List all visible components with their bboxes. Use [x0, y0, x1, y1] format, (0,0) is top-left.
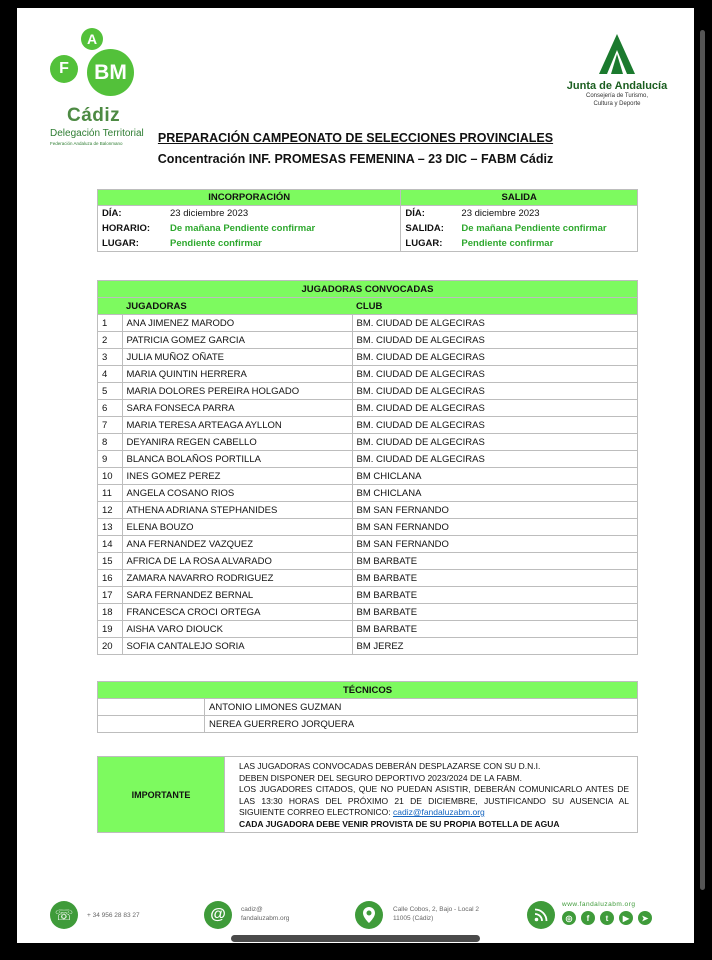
table-row	[98, 638, 638, 655]
important-notice	[97, 756, 638, 833]
junta-name: Junta de Andalucía	[566, 80, 668, 92]
logo-letters-bm: BM	[87, 49, 134, 96]
players-col-name: JUGADORAS	[122, 298, 352, 315]
table-row	[98, 332, 638, 349]
player-number: 11	[98, 485, 123, 502]
phone-icon: ☏	[50, 901, 78, 929]
player-number: 12	[98, 502, 123, 519]
player-name: ZAMARA NAVARRO RODRIGUEZ	[122, 570, 352, 587]
sal-dia-value: 23 diciembre 2023	[457, 206, 637, 222]
player-number: 9	[98, 451, 123, 468]
player-name: SOFIA CANTALEJO SORIA	[122, 638, 352, 655]
player-club: BM. CIUDAD DE ALGECIRAS	[352, 383, 638, 400]
instagram-icon[interactable]: ◎	[562, 911, 576, 925]
player-number: 2	[98, 332, 123, 349]
footer-email-1[interactable]: cadiz@	[241, 906, 263, 913]
player-name: MARIA TERESA ARTEAGA AYLLON	[122, 417, 352, 434]
player-name: AFRICA DE LA ROSA ALVARADO	[122, 553, 352, 570]
player-club: BM. CIUDAD DE ALGECIRAS	[352, 417, 638, 434]
junta-logo	[547, 32, 687, 122]
twitter-icon[interactable]: t	[600, 911, 614, 925]
players-col-club: CLUB	[352, 298, 638, 315]
junta-emblem-icon	[597, 32, 637, 76]
footer-phone[interactable]: + 34 956 28 83 27	[87, 912, 140, 919]
player-number: 8	[98, 434, 123, 451]
footer-address-1: Calle Cobos, 2, Bajo - Local 2	[393, 906, 479, 913]
fabm-logo	[47, 22, 147, 147]
player-number: 1	[98, 315, 123, 332]
table-row	[98, 621, 638, 638]
table-row	[98, 536, 638, 553]
player-number: 17	[98, 587, 123, 604]
player-club: BM CHICLANA	[352, 485, 638, 502]
table-row	[98, 604, 638, 621]
player-number: 14	[98, 536, 123, 553]
table-row	[98, 417, 638, 434]
table-row	[98, 366, 638, 383]
logo-delegation: Delegación Territorial	[50, 128, 144, 139]
player-name: ATHENA ADRIANA STEPHANIDES	[122, 502, 352, 519]
location-pin-icon	[355, 901, 383, 929]
player-name: BLANCA BOLAÑOS PORTILLA	[122, 451, 352, 468]
rss-icon[interactable]	[527, 901, 555, 929]
important-line4: CADA JUGADORA DEBE VENIR PROVISTA DE SU PROPIA BOTELLA DE AGUA	[239, 818, 560, 829]
table-row	[98, 587, 638, 604]
player-club: BM CHICLANA	[352, 468, 638, 485]
logo-letter-a: A	[81, 28, 103, 50]
player-number: 5	[98, 383, 123, 400]
inc-lugar-value: Pendiente confirmar	[166, 236, 401, 252]
players-heading: JUGADORAS CONVOCADAS	[98, 281, 638, 298]
player-number: 20	[98, 638, 123, 655]
table-row	[98, 502, 638, 519]
schedule-table	[97, 189, 638, 252]
home-indicator[interactable]	[231, 935, 480, 942]
table-row	[98, 553, 638, 570]
player-name: MARIA DOLORES PEREIRA HOLGADO	[122, 383, 352, 400]
player-number: 13	[98, 519, 123, 536]
player-number: 18	[98, 604, 123, 621]
table-row	[98, 451, 638, 468]
player-name: PATRICIA GOMEZ GARCIA	[122, 332, 352, 349]
players-body	[98, 315, 638, 655]
table-row	[98, 383, 638, 400]
logo-letter-f: F	[50, 55, 78, 83]
player-name: JULIA MUÑOZ OÑATE	[122, 349, 352, 366]
youtube-icon[interactable]: ▶	[619, 911, 633, 925]
junta-dept-line2: Cultura y Deporte	[593, 101, 641, 107]
technicians-table	[97, 681, 638, 733]
technician-1: ANTONIO LIMONES GUZMAN	[205, 699, 638, 716]
sal-salida-value: De mañana Pendiente confirmar	[457, 221, 637, 236]
inc-horario-value: De mañana Pendiente confirmar	[166, 221, 401, 236]
footer-email-2[interactable]: fandaluzabm.org	[241, 915, 290, 922]
table-row	[98, 519, 638, 536]
footer-address-2: 11005 (Cádiz)	[393, 915, 434, 922]
footer-website[interactable]: www.fandaluzabm.org	[562, 901, 636, 908]
player-club: BM. CIUDAD DE ALGECIRAS	[352, 451, 638, 468]
facebook-icon[interactable]: f	[581, 911, 595, 925]
player-club: BM. CIUDAD DE ALGECIRAS	[352, 434, 638, 451]
player-number: 16	[98, 570, 123, 587]
players-table	[97, 280, 638, 655]
important-text	[225, 757, 638, 833]
player-club: BM SAN FERNANDO	[352, 519, 638, 536]
player-name: SARA FERNANDEZ BERNAL	[122, 587, 352, 604]
player-name: ELENA BOUZO	[122, 519, 352, 536]
junta-dept-line1: Consejería de Turismo,	[585, 93, 649, 99]
technician-2: NEREA GUERRERO JORQUERA	[205, 716, 638, 733]
sal-lugar-label: LUGAR:	[401, 236, 458, 252]
player-club: BM SAN FERNANDO	[352, 502, 638, 519]
player-name: DEYANIRA REGEN CABELLO	[122, 434, 352, 451]
player-number: 4	[98, 366, 123, 383]
player-club: BM. CIUDAD DE ALGECIRAS	[352, 349, 638, 366]
sal-lugar-value: Pendiente confirmar	[457, 236, 637, 252]
technicians-heading: TÉCNICOS	[98, 682, 638, 699]
at-sign-icon: @	[204, 901, 232, 929]
player-name: FRANCESCA CROCI ORTEGA	[122, 604, 352, 621]
table-row	[98, 468, 638, 485]
document-subtitle: Concentración INF. PROMESAS FEMENINA – 23 DIC – FABM Cádiz	[157, 152, 554, 166]
player-club: BM BARBATE	[352, 604, 638, 621]
tech-blank-2	[98, 716, 205, 733]
player-club: BM BARBATE	[352, 553, 638, 570]
inc-lugar-label: LUGAR:	[98, 236, 167, 252]
player-name: MARIA QUINTIN HERRERA	[122, 366, 352, 383]
player-club: BM BARBATE	[352, 621, 638, 638]
player-name: INES GOMEZ PEREZ	[122, 468, 352, 485]
salida-heading: SALIDA	[401, 190, 638, 206]
player-club: BM. CIUDAD DE ALGECIRAS	[352, 315, 638, 332]
important-line1: LAS JUGADORAS CONVOCADAS DEBERÁN DESPLAZARSE CON SU D.N.I.	[239, 761, 541, 771]
player-number: 3	[98, 349, 123, 366]
inc-dia-label: DÍA:	[98, 206, 167, 222]
sal-salida-label: SALIDA:	[405, 223, 444, 234]
important-label: IMPORTANTE	[98, 757, 225, 833]
telegram-icon[interactable]: ➤	[638, 911, 652, 925]
table-row	[98, 349, 638, 366]
player-number: 6	[98, 400, 123, 417]
player-name: ANA JIMENEZ MARODO	[122, 315, 352, 332]
tech-blank-1	[98, 699, 205, 716]
table-row	[98, 400, 638, 417]
table-row	[98, 434, 638, 451]
player-club: BM. CIUDAD DE ALGECIRAS	[352, 400, 638, 417]
players-num-header	[98, 298, 123, 315]
player-club: BM. CIUDAD DE ALGECIRAS	[352, 332, 638, 349]
table-row	[98, 315, 638, 332]
player-club: BM BARBATE	[352, 570, 638, 587]
logo-city: Cádiz	[67, 105, 121, 126]
incorporacion-heading: INCORPORACIÓN	[98, 190, 401, 206]
important-line3: LOS JUGADORES CITADOS, QUE NO PUEDAN ASISTIR, DEBERÁN COMUNICARLO ANTES DE LAS 13:30 HORAS DEL PRÓXIMO 21 DE DICIEMBRE, JUSTIFICANDO SU AUSENCIA AL SIGUIENTE CORREO ELECTRONICO:	[239, 784, 629, 817]
document-title: PREPARACIÓN CAMPEONATO DE SELECCIONES PROVINCIALES	[157, 131, 554, 145]
player-club: BM SAN FERNANDO	[352, 536, 638, 553]
player-name: SARA FONSECA PARRA	[122, 400, 352, 417]
player-number: 7	[98, 417, 123, 434]
important-email-link[interactable]: cadiz@fandaluzabm.org	[392, 807, 485, 817]
player-name: AISHA VARO DIOUCK	[122, 621, 352, 638]
player-club: BM BARBATE	[352, 587, 638, 604]
inc-horario-label: HORARIO:	[98, 221, 167, 236]
inc-dia-value: 23 diciembre 2023	[166, 206, 401, 222]
player-name: ANA FERNANDEZ VAZQUEZ	[122, 536, 352, 553]
player-name: ANGELA COSANO RIOS	[122, 485, 352, 502]
document-page	[17, 8, 694, 943]
important-line2: DEBEN DISPONER DEL SEGURO DEPORTIVO 2023/2024 DE LA FABM.	[239, 772, 522, 783]
player-number: 15	[98, 553, 123, 570]
sal-dia-label: DÍA:	[405, 208, 425, 219]
logo-federation: Federación Andaluza de Balonmano	[50, 141, 123, 146]
player-club: BM. CIUDAD DE ALGECIRAS	[352, 366, 638, 383]
player-club: BM JEREZ	[352, 638, 638, 655]
player-number: 19	[98, 621, 123, 638]
player-number: 10	[98, 468, 123, 485]
table-row	[98, 570, 638, 587]
scrollbar[interactable]	[700, 30, 705, 890]
table-row	[98, 485, 638, 502]
